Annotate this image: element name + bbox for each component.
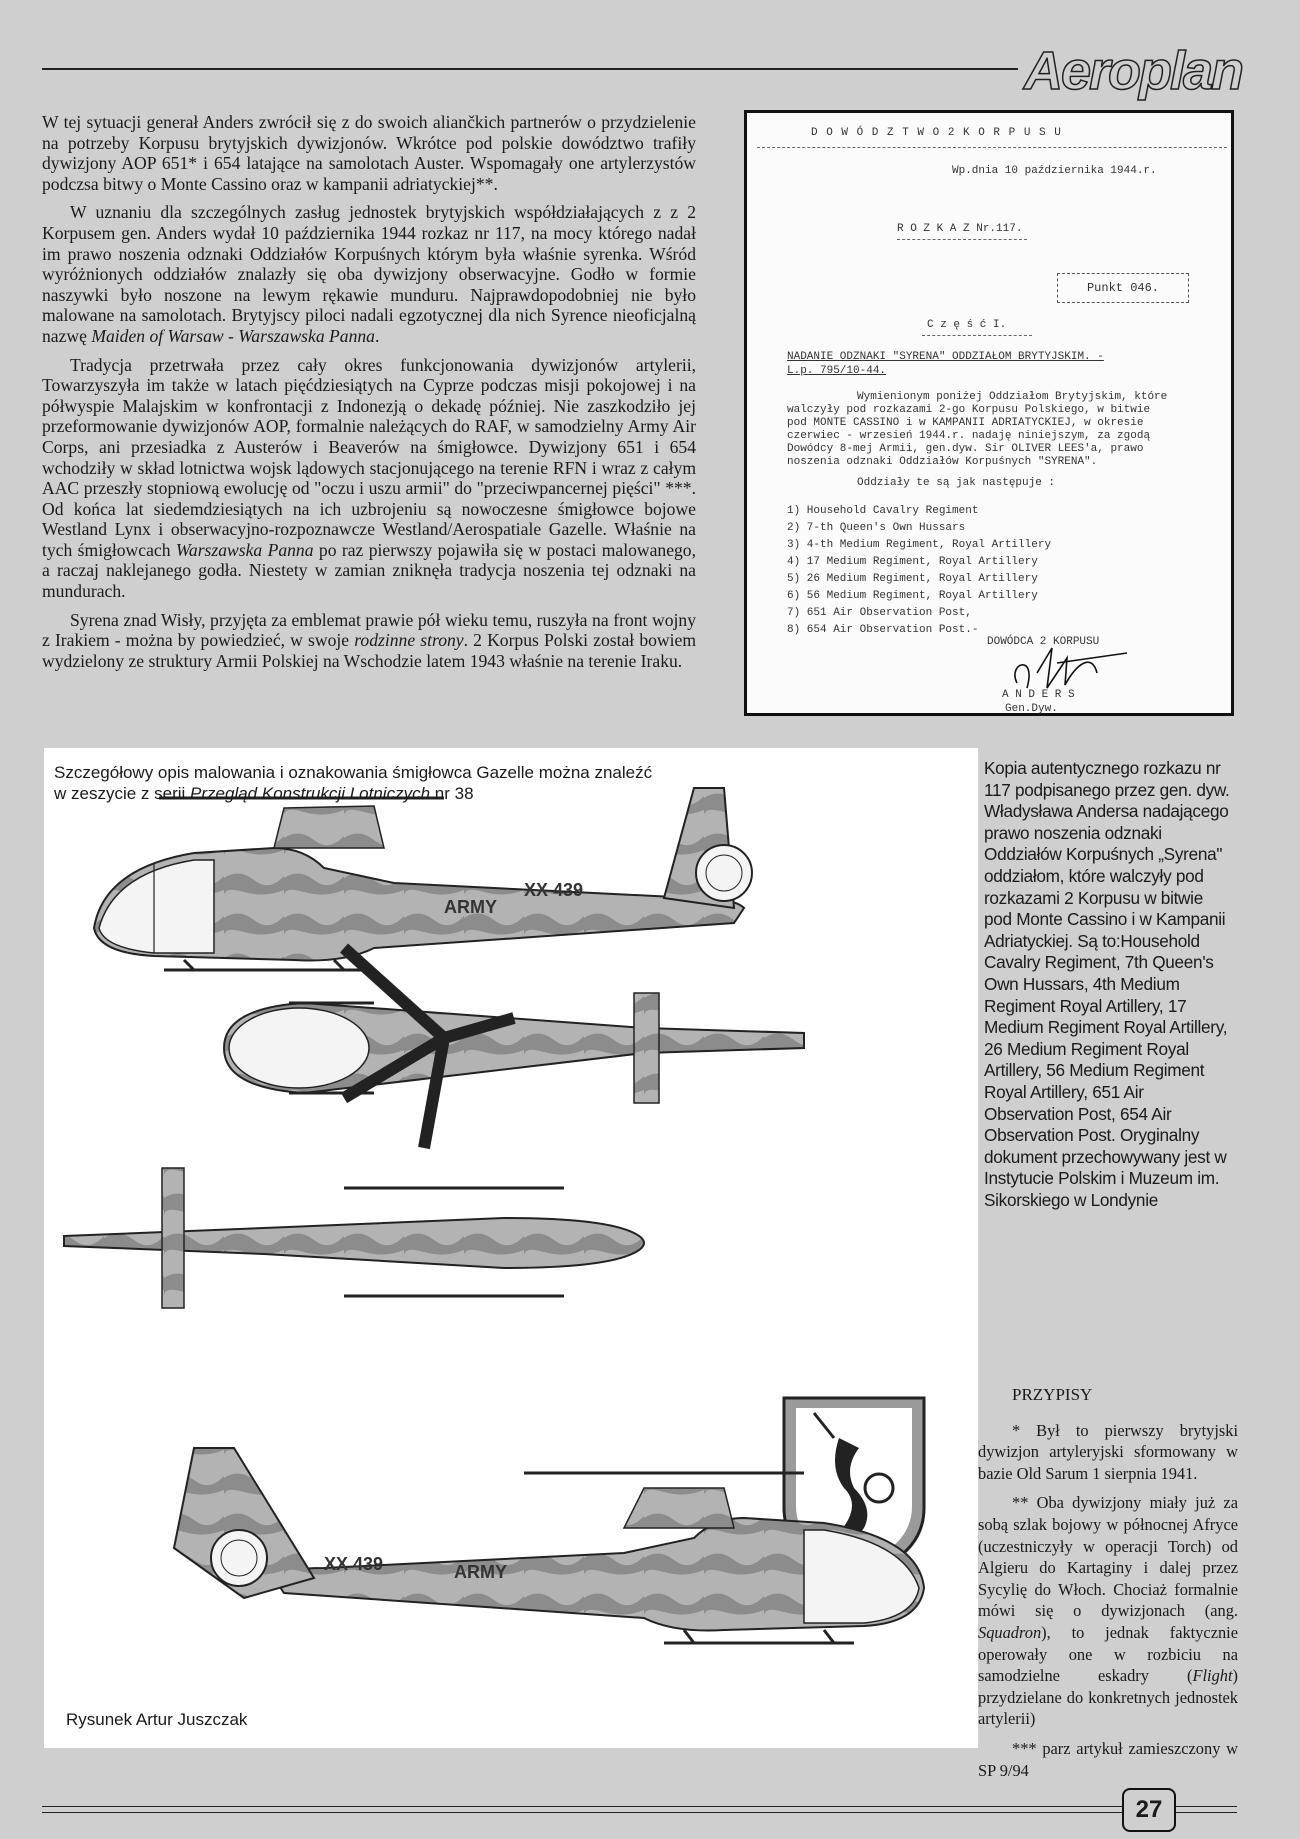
- doc-unit: 1) Household Cavalry Regiment: [787, 505, 979, 517]
- doc-divider: [757, 147, 1227, 149]
- order-document-image: [744, 110, 1234, 716]
- doc-body-line: pod MONTE CASSINO i w KAMPANII ADRIATYCKIEJ, w okresie: [787, 417, 1144, 429]
- gazelle-drawings: [44, 748, 978, 1748]
- footnote-1: * Był to pierwszy brytyjski dywizjon artyleryjski sformowany w bazie Old Sarum 1 sierpnia 1941.: [978, 1420, 1238, 1483]
- doc-unit: 8) 654 Air Observation Post.-: [787, 624, 979, 636]
- doc-heading: D O W Ó D Z T W O 2 K O R P U S U: [811, 127, 1062, 139]
- doc-unit: 6) 56 Medium Regiment, Royal Artillery: [787, 590, 1038, 602]
- footnote-2: ** Oba dywizjony miały już za sobą szlak bojowy w północnej Afryce (uczestniczyły w operacji Torch) od Algieru do Kartaginy i dalej przez Sycylię do Włoch. Chociaż formalnie mówi się o dywizjonach (ang. Squadron), to jednak faktycznie operowały one w rozbiciu na samodzielne eskadry (Flight) przydzielane do konkretnych jednostek artylerii): [978, 1493, 1238, 1729]
- helicopter-illustration-panel: [44, 748, 978, 1748]
- footnotes: [978, 1384, 1238, 1789]
- footer-rule: [42, 1812, 1237, 1813]
- illustration-credit: Rysunek Artur Juszczak: [66, 1710, 248, 1729]
- gazelle-side-view-left: [94, 788, 752, 970]
- doc-body-line: Dowódcy 8-mej Armii, gen.dyw. Sir OLIVER LEES'a, prawo: [787, 443, 1144, 455]
- doc-signature-rank: Gen.Dyw.: [1005, 703, 1058, 715]
- footnote-3: *** parz artykuł zamieszczony w SP 9/94: [978, 1738, 1238, 1780]
- illustration-caption: Szczegółowy opis malowania i oznakowania śmigłowca Gazelle można znaleźć w zeszycie z serii Przegląd Konstrukcji Lotniczych nr 38: [54, 763, 653, 803]
- doc-body-line: walczyły pod rozkazami 2-go Korpusu Polskiego, w bitwie: [787, 404, 1151, 416]
- paragraph-1: W tej sytuacji generał Anders zwrócił się z do swoich aliančkich partnerów o przydzielenie na potrzeby Korpusu brytyjskich dywizjonów. Wkrótce pod polskie dowództwo trafiły dywizjony AOP 651* i 654 latające na samolotach Auster. Wspomagały one artylerzystów podczsa bitwy o Monte Cassino oraz w kampanii adriatyckiej**.: [42, 112, 696, 194]
- doc-signature-name: A N D E R S: [1002, 689, 1075, 701]
- gazelle-bottom-view: [64, 1168, 644, 1308]
- doc-ref: L.p. 795/10-44.: [787, 365, 887, 377]
- document-caption: Kopia autentycznego rozkazu nr 117 podpisanego przez gen. dyw. Władysława Andersa nadającego prawo noszenia odznaki Oddziałów Korpuśnych „Syrena" oddziałom, które walczyły pod rozkazami 2 Korpusu w bitwie pod Monte Cassino i w Kampanii Adriatyckiej. Są to:Household Cavalry Regiment, 7th Queen's Own Hussars, 4th Medium Regiment Royal Artillery, 17 Medium Regiment Royal Artillery, 26 Medium Regiment Royal Artillery, 56 Medium Regiment Royal Artillery, 651 Air Observation Post, 654 Air Observation Post. Oryginalny dokument przechowywany jest w Instytucie Polskim i Muzeum im. Sikorskiego w Londynie: [984, 758, 1230, 1210]
- army-marking: ARMY: [454, 1562, 507, 1582]
- doc-unit: 4) 17 Medium Regiment, Royal Artillery: [787, 556, 1038, 568]
- doc-unit: 2) 7-th Queen's Own Hussars: [787, 522, 966, 534]
- magazine-logo: Aeroplan: [1018, 40, 1248, 102]
- article-body: [42, 112, 696, 679]
- doc-signature-title: DOWÓDCA 2 KORPUSU: [987, 636, 1100, 648]
- doc-body-line: noszenia odznaki Oddziałów Korpuśnych "SYRENA".: [787, 456, 1098, 468]
- doc-punkt-box: Punkt 046.: [1057, 273, 1189, 303]
- gazelle-top-view: [224, 948, 804, 1148]
- paragraph-4: Syrena znad Wisły, przyjęta za emblemat prawie pół wieku temu, ruszyła na front wojny z Irakiem - można by powiedzieć, w swoje rodzinne strony. 2 Korpus Polski został bowiem wydzielony ze struktury Armii Polskiej na Wschodzie latem 1943 właśnie na terenie Iraku.: [42, 609, 697, 671]
- page-number: 27: [1122, 1788, 1176, 1832]
- doc-part: C z ę ś ć I.: [927, 319, 1007, 331]
- doc-subject: NADANIE ODZNAKI "SYRENA" ODDZIAŁOM BRYTYJSKIM. -: [787, 351, 1104, 363]
- doc-unit: 3) 4-th Medium Regiment, Royal Artillery: [787, 539, 1052, 551]
- army-marking: ARMY: [444, 897, 497, 917]
- doc-body-line: Wymienionym poniżej Oddziałom Brytyjskim, które: [857, 391, 1168, 403]
- doc-unit: 5) 26 Medium Regiment, Royal Artillery: [787, 573, 1038, 585]
- doc-divider: [922, 335, 1032, 337]
- footer-rule: [42, 1806, 1237, 1807]
- footnotes-title: PRZYPISY: [1012, 1385, 1093, 1404]
- serial-marking: XX 439: [524, 880, 584, 900]
- doc-body-line: czerwiec - wrzesień 1944.r. nadaję niniejszym, za zgodą: [787, 430, 1151, 442]
- doc-date: Wp.dnia 10 października 1944.r.: [952, 165, 1157, 177]
- serial-marking: XX 439: [324, 1554, 384, 1574]
- paragraph-3: Tradycja przetrwała przez cały okres funkcjonowania dywizjonów artylerii, Towarzyszyła im także w latach pięćdziesiątych na Cyprze podczas misji pokojowej i na półwyspie Malajskim w konfrontacji z Indonezją o dekadę później. Nie zaszkodziło jej przeformowanie dywizjonów AOP, formalnie należących do RAF, w samodzielny Army Air Corps, ani przesiadka z Austerów i Beaverów na śmigłowce. Dywizjony 651 i 654 wchodziły w skład lotnictwa wojsk lądowych stacjonującego na terenie RFN i wraz z całym AAC przeszły stopniową ewolucję od "oczu i uszu armii" do "przeciwpancernej pięści" ***. Od końca lat siedemdziesiątych na ich uzbrojeniu są nowoczesne śmigłowce bojowe Westland Lynx i obserwacyjno-rozpoznawcze Westland/Aerospatiale Gazelle. Właśnie na tych śmigłowcach Warszawska Panna po raz pierwszy pojawiła się w postaci malowanego, a raczaj naklejanego godła. Niestety w zamian zniknęła tradycja noszenia tej odznaki na mundurach.: [42, 354, 696, 602]
- doc-unit: 7) 651 Air Observation Post,: [787, 607, 972, 619]
- doc-order-number: R O Z K A Z Nr.117.: [897, 223, 1023, 235]
- paragraph-2: W uznaniu dla szczególnych zasług jednostek brytyjskich współdziałających z z 2 Korpusem gen. Anders wydał 10 października 1944 rozkaz nr 117, na mocy którego nadał im prawo noszenia odznaki Oddziałów Korpuśnych którym była właśnie syrenka. Wśród wyróżnionych oddziałów znalazły się oba dywizjony obserwacyjne. Godło w formie naszywki było noszone na lewym rękawie munduru. Najprawdopodobniej nie było malowane na samolotach. Brytyjscy piloci nadali egzotycznej dla nich Syrence nieoficjalną nazwę Maiden of Warsaw - Warszawska Panna.: [42, 202, 696, 346]
- doc-body-line: Oddziały te są jak następuje :: [857, 477, 1056, 489]
- doc-divider: [897, 239, 1027, 241]
